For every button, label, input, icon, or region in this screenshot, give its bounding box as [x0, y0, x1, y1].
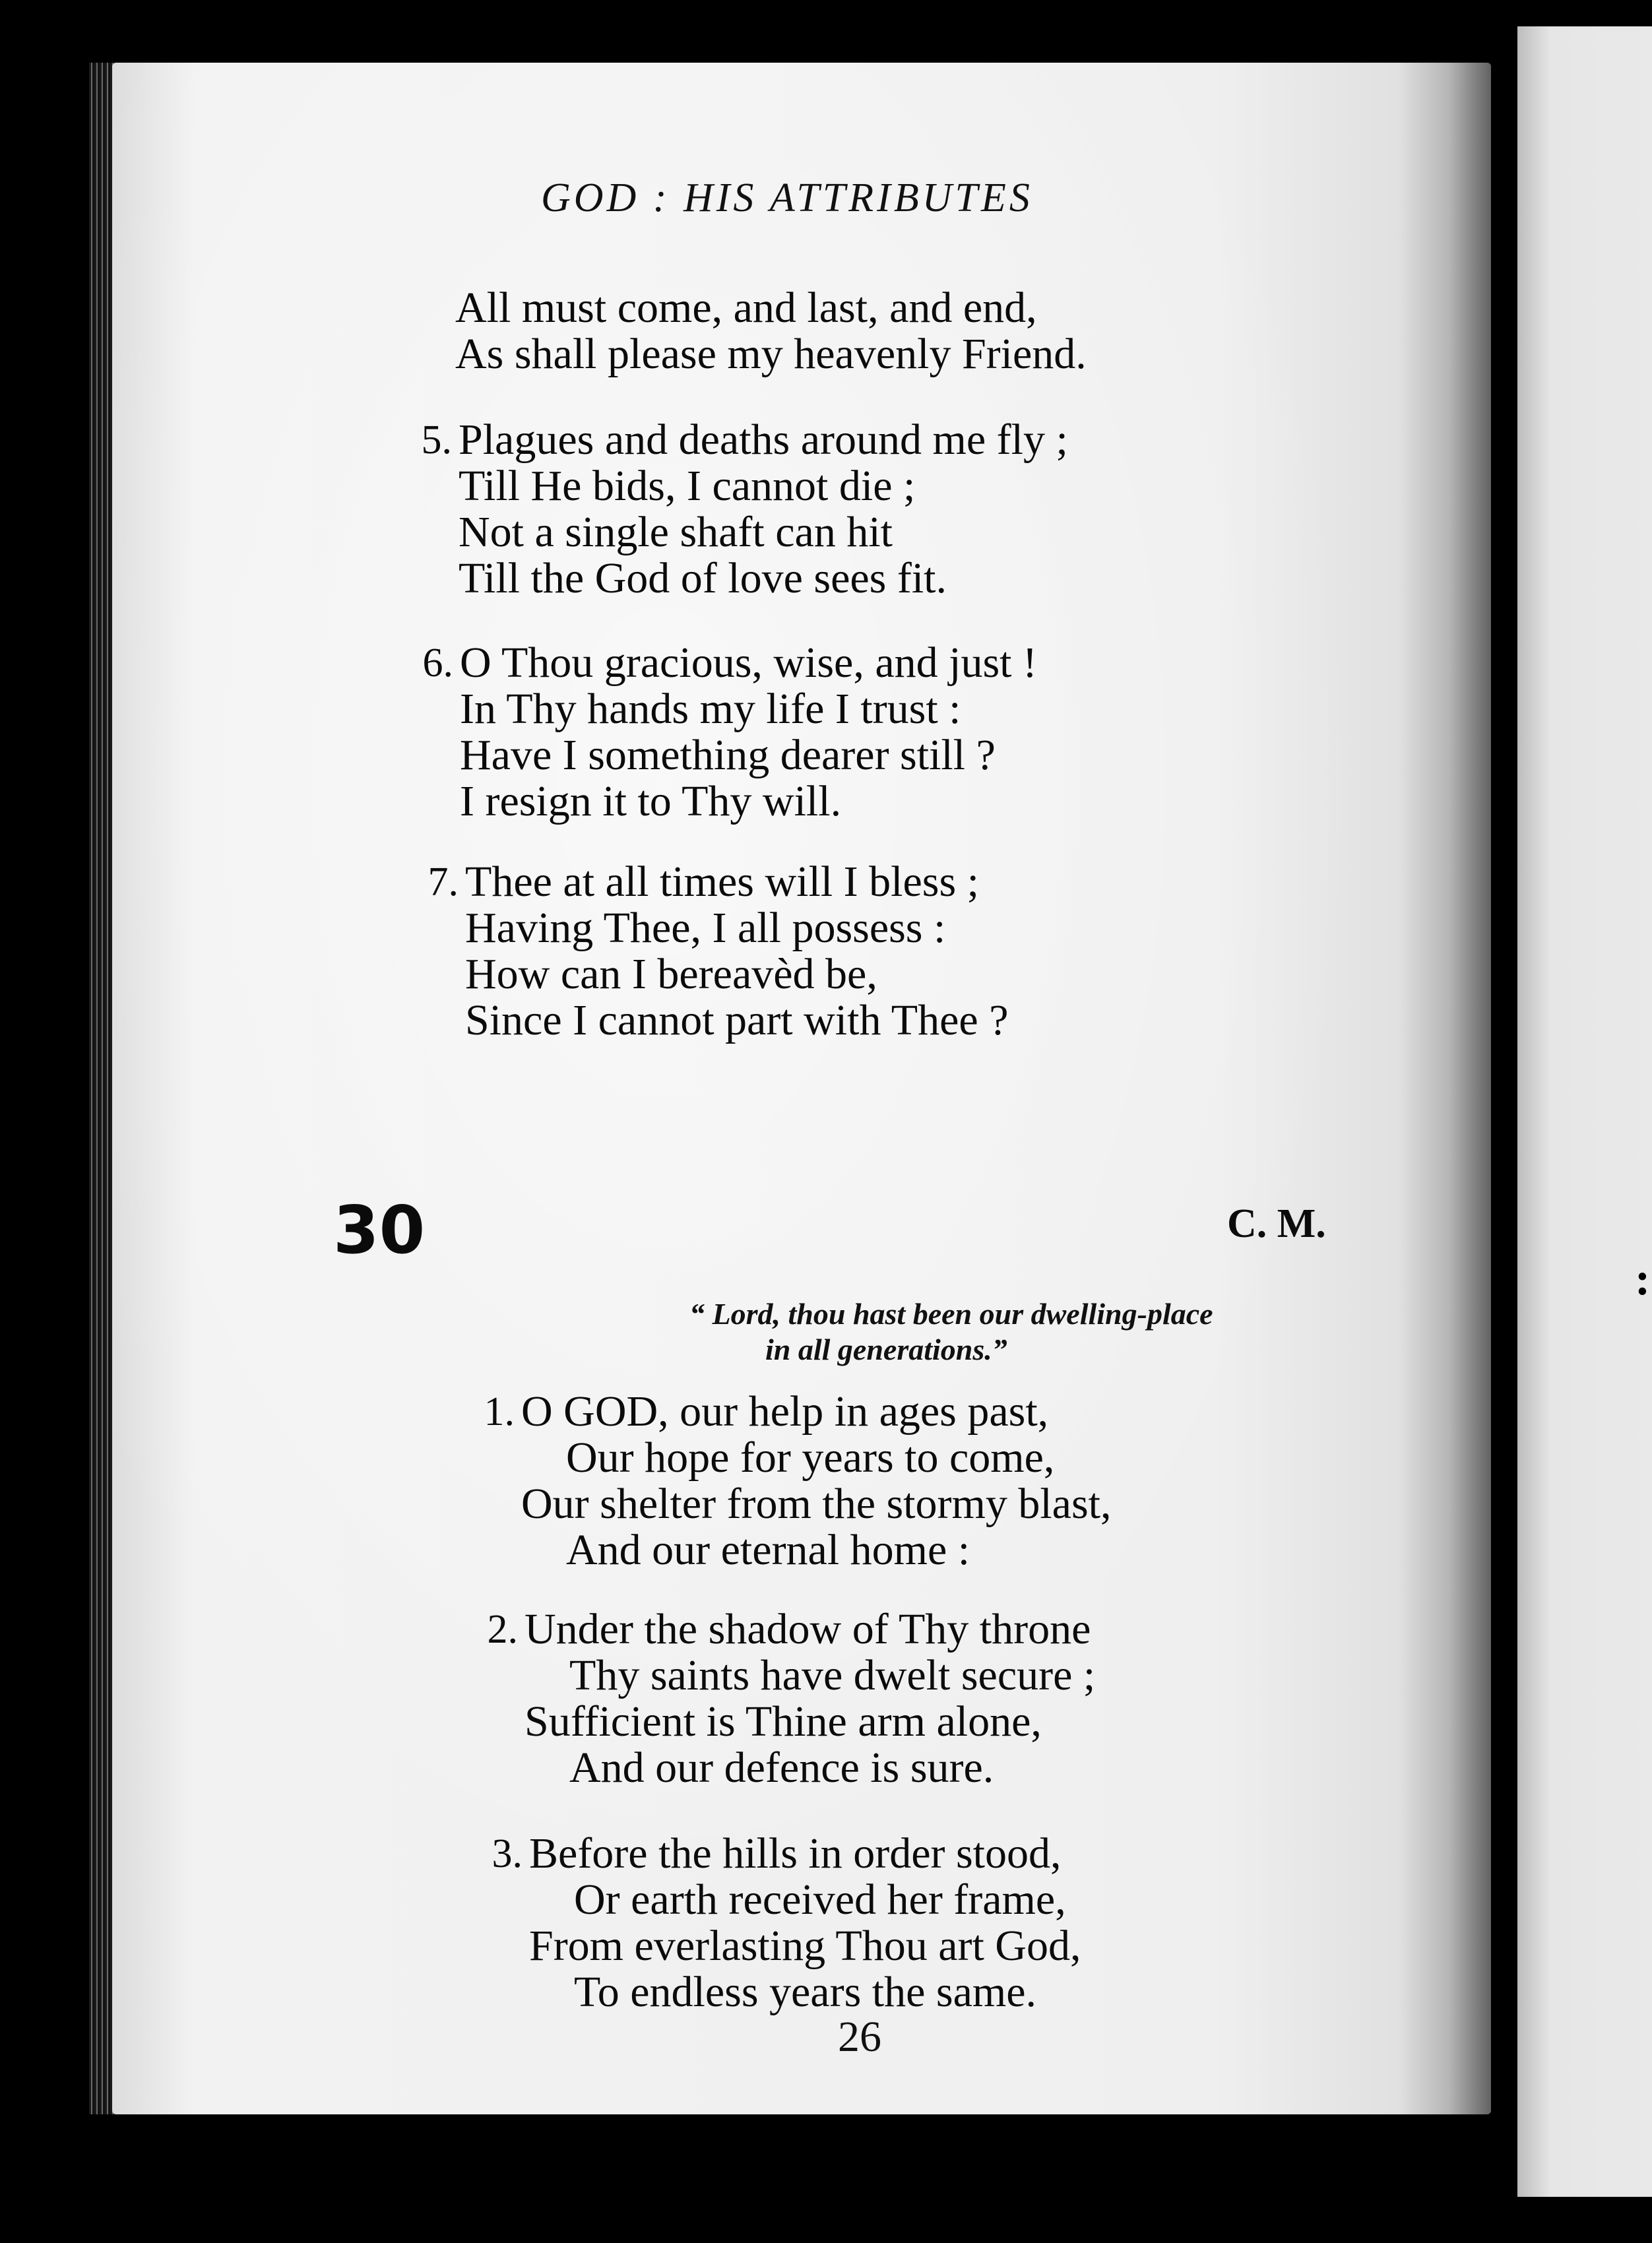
verse-line: O Thou gracious, wise, and just ! — [460, 639, 1037, 687]
binding-gutter — [1399, 63, 1491, 2114]
verse-line: And our defence is sure. — [569, 1744, 994, 1792]
page-number: 26 — [838, 2013, 881, 2061]
stanza-number: 3. — [492, 1831, 523, 1876]
stanza-continuation — [455, 285, 1087, 377]
verse-line: Not a single shaft can hit — [459, 508, 893, 556]
verse-line: Have I something dearer still ? — [460, 731, 996, 779]
verse-line: All must come, and last, and end, — [455, 284, 1037, 332]
verse-line: Having Thee, I all possess : — [465, 904, 946, 952]
verse-line: O GOD, our help in ages past, — [521, 1387, 1049, 1436]
verse-line: And our eternal home : — [566, 1526, 970, 1574]
verse-line: Our shelter from the stormy blast, — [521, 1480, 1112, 1528]
verse-line: Thee at all times will I bless ; — [465, 858, 979, 906]
verse-line: Plagues and deaths around me fly ; — [459, 416, 1068, 464]
verse-line: Under the shadow of Thy throne — [524, 1605, 1091, 1653]
facing-page-mark: : — [1635, 1254, 1651, 1305]
stanza-number: 7. — [428, 860, 459, 904]
hymn-number: 30 — [333, 1191, 426, 1269]
verse-line: As shall please my heavenly Friend. — [455, 330, 1087, 378]
stanza-5 — [421, 416, 1068, 602]
verse-line: I resign it to Thy will. — [460, 777, 842, 825]
stanza-number: 2. — [487, 1607, 518, 1652]
verse-line: Sufficient is Thine arm alone, — [524, 1697, 1042, 1746]
hymn-stanza-2 — [487, 1605, 1096, 1792]
facing-page-edge — [1517, 26, 1652, 2197]
epigraph-line: in all generations.” — [765, 1333, 1007, 1366]
hymn-stanza-1 — [484, 1387, 1112, 1574]
verse-line: To endless years the same. — [574, 1968, 1036, 2016]
stanza-number: 6. — [422, 641, 453, 685]
stanza-number: 1. — [484, 1389, 515, 1434]
verse-line: How can I bereavèd be, — [465, 950, 877, 998]
stanza-7 — [428, 858, 1009, 1044]
stanza-6 — [422, 639, 1037, 825]
verse-line: Till the God of love sees fit. — [459, 554, 947, 602]
verse-line: Since I cannot part with Thee ? — [465, 996, 1009, 1044]
verse-line: From everlasting Thou art God, — [529, 1922, 1081, 1970]
hymn-meter: C. M. — [1227, 1201, 1326, 1246]
verse-line: Our hope for years to come, — [566, 1434, 1055, 1482]
hymn-stanza-3 — [492, 1829, 1081, 2016]
hymn-epigraph — [689, 1296, 1349, 1368]
book-edge — [89, 63, 115, 2114]
running-head: GOD : HIS ATTRIBUTES — [541, 175, 1033, 220]
verse-line: Before the hills in order stood, — [529, 1829, 1062, 1878]
verse-line: Till He bids, I cannot die ; — [459, 462, 916, 510]
verse-line: In Thy hands my life I trust : — [460, 685, 961, 733]
epigraph-line: “ Lord, thou hast been our dwelling-place — [689, 1297, 1213, 1331]
stanza-number: 5. — [421, 418, 452, 462]
verse-line: Or earth received her frame, — [574, 1876, 1066, 1924]
verse-line: Thy saints have dwelt secure ; — [569, 1651, 1096, 1699]
